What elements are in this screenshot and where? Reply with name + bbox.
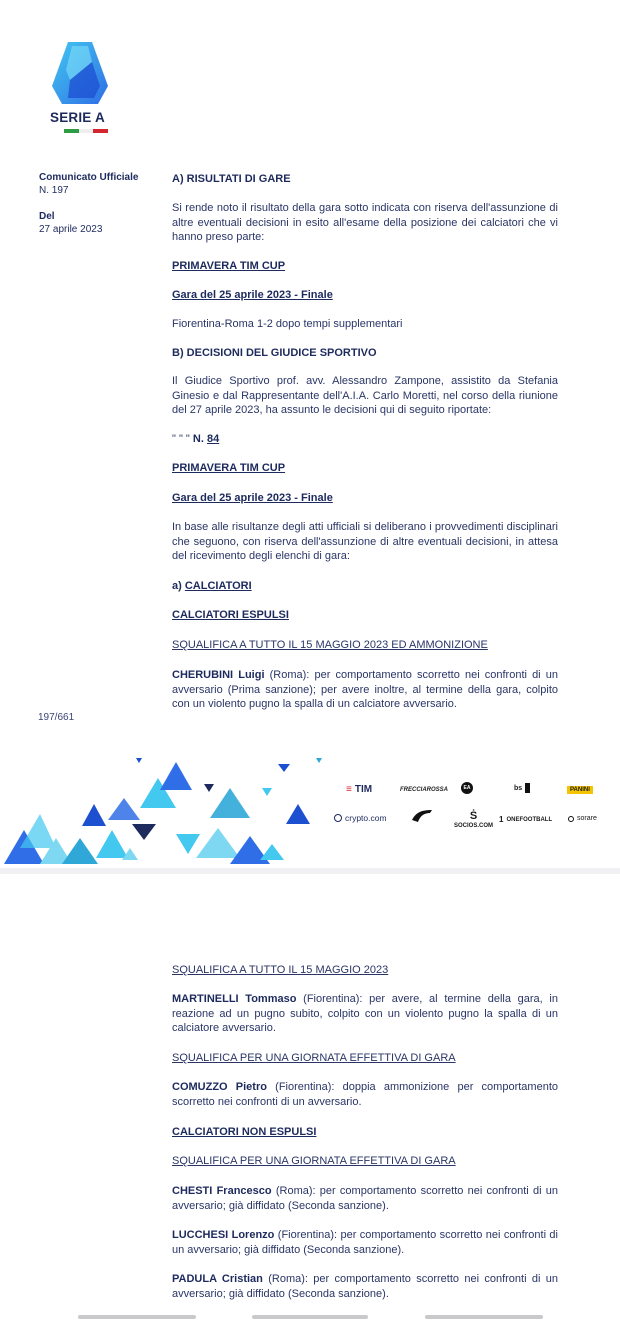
scroll-indicator-right[interactable] <box>425 1315 543 1319</box>
sponsor-frecciarossa: FRECCIAROSSA <box>400 787 449 793</box>
deliberation-text: In base alle risultanze degli atti ufficiali si deliberano i provvedimenti disciplinari che seguono, con riserva dell'assunzione di altre eventuali decisioni, in attesa del ricevimento degli elenchi di gara: <box>172 521 558 563</box>
scroll-indicator-left[interactable] <box>78 1315 196 1319</box>
section-b-title: B) DECISIONI DEL GIUDICE SPORTIVO <box>172 347 377 359</box>
sponsor-bs: bs <box>514 783 530 793</box>
page-number: 197/661 <box>38 712 75 723</box>
section-b-text: Il Giudice Sportivo prof. avv. Alessandro Zampone, assistito da Stefania Ginesio e dal Rappresentante dell'A.I.A. Carlo Moretti, nel corso della riunione del 27 aprile 2023, ha assunto le decisioni qui di seguito riportate: <box>172 375 558 417</box>
del-label: Del <box>39 211 55 222</box>
sanction-heading-4: SQUALIFICA PER UNA GIORNATA EFFETTIVA DI GARA <box>172 1155 456 1167</box>
player-entry-chesti: CHESTI Francesco (Roma): per comportamento scorretto nei confronti di un avversario; già diffidato (Seconda sanzione). <box>172 1185 558 1212</box>
sponsor-logos <box>332 778 612 838</box>
sanction-heading-1: SQUALIFICA A TUTTO IL 15 MAGGIO 2023 ED AMMONIZIONE <box>172 639 488 651</box>
sponsor-panini: PANINI <box>567 786 593 794</box>
document-page-2 <box>0 874 620 1330</box>
player-entry-comuzzo: COMUZZO Pietro (Fiorentina): doppia ammonizione per comportamento scorretto nei confronti di un avversario. <box>172 1081 558 1108</box>
expelled-heading: CALCIATORI ESPULSI <box>172 609 289 621</box>
triangle-pattern-decoration <box>0 748 330 868</box>
not-expelled-heading: CALCIATORI NON ESPULSI <box>172 1126 317 1138</box>
sanction-heading-3: SQUALIFICA PER UNA GIORNATA EFFETTIVA DI GARA <box>172 1052 456 1064</box>
puma-logo-icon <box>410 808 434 824</box>
section-a-text: Si rende noto il risultato della gara sotto indicata con riserva dell'assunzione di altre eventuali decisioni in esito all'esame della posizione dei calciatori che vi hanno preso parte: <box>172 202 558 244</box>
comunicato-info <box>39 172 138 197</box>
competition-heading-1: PRIMAVERA TIM CUP <box>172 260 286 272</box>
match-heading-1: Gara del 25 aprile 2023 - Finale <box>172 289 333 301</box>
comunicato-label: Comunicato Ufficiale <box>39 172 139 183</box>
competition-heading-2: PRIMAVERA TIM CUP <box>172 462 286 474</box>
player-entry-martinelli: MARTINELLI Tommaso (Fiorentina): per avere, al termine della gara, in reazione ad un pugno subito, colpito con un violento pugno la spalla di un calciatore avversario. <box>172 993 558 1035</box>
match-result: Fiorentina-Roma 1-2 dopo tempi supplementari <box>172 318 403 330</box>
comunicato-number: N. 197 <box>39 184 69 196</box>
date-info <box>39 211 102 236</box>
section-a-title: A) RISULTATI DI GARE <box>172 173 291 185</box>
sponsor-ea: EA <box>461 782 473 794</box>
sponsor-tim: ≡ TIM <box>346 784 373 795</box>
sponsor-sorare: sorare <box>568 815 597 822</box>
player-entry-padula: PADULA Cristian (Roma): per comportamento scorretto nei confronti di un avversario; già diffidato (Seconda sanzione). <box>172 1273 558 1300</box>
serie-a-logo-text: SERIE A <box>50 110 105 125</box>
italian-flag-stripe <box>64 129 108 133</box>
player-entry-cherubini: CHERUBINI Luigi (Roma): per comportamento scorretto nei confronti di un avversario (Prima sanzione); per avere inoltre, al termine della gara, colpito con un violento pugno la spalla di un calciatore avversario. <box>172 669 558 711</box>
sponsor-socios: Ṡ SOCIOS.COM <box>454 810 494 829</box>
match-heading-2: Gara del 25 aprile 2023 - Finale <box>172 492 333 504</box>
player-entry-lucchesi: LUCCHESI Lorenzo (Fiorentina): per comportamento scorretto nei confronti di un avversario; già diffidato (Seconda sanzione). <box>172 1229 558 1256</box>
del-date: 27 aprile 2023 <box>39 223 103 235</box>
sanction-heading-2: SQUALIFICA A TUTTO IL 15 MAGGIO 2023 <box>172 964 389 976</box>
scroll-indicator-center[interactable] <box>252 1315 368 1319</box>
decision-number: " " " N. 84 <box>172 433 220 445</box>
sponsor-crypto: crypto.com <box>334 813 387 823</box>
sponsor-onefootball: 1 ONEFOOTBALL <box>499 815 553 824</box>
players-heading: a) CALCIATORI <box>172 580 252 592</box>
